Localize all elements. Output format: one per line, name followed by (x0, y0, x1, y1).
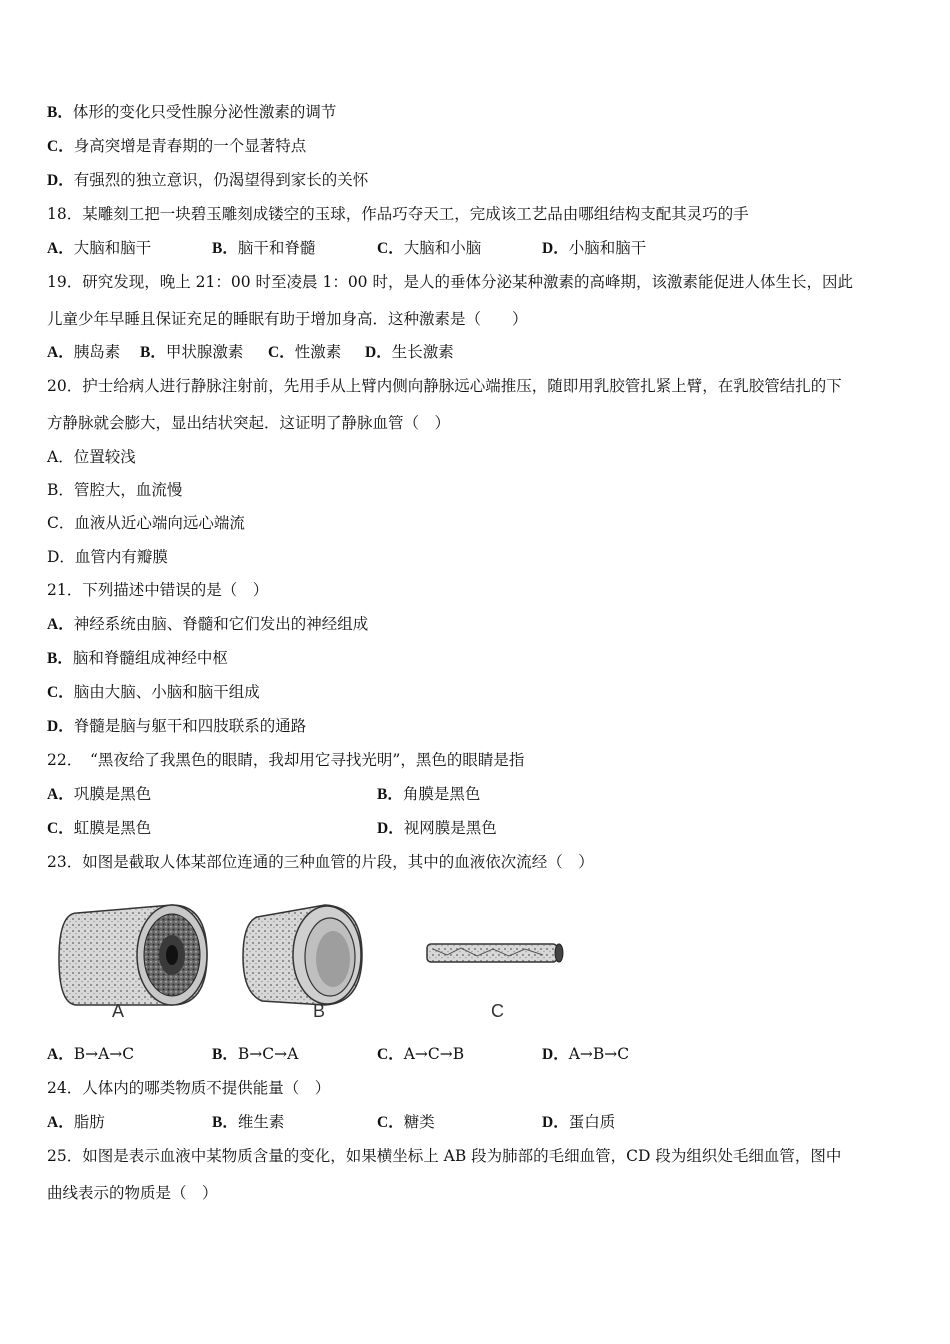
q20-stem-line1: 20．护士给病人进行静脉注射前，先用手从上臂内侧向静脉远心端推压，随即用乳胶管扎紧上臂，在乳胶管结扎的下 (47, 377, 842, 395)
q22-option-d: D．视网膜是黑色 (377, 819, 497, 837)
q24-stem: 24．人体内的哪类物质不提供能量（ ） (47, 1079, 331, 1097)
q19-options (47, 342, 907, 362)
q23-option-a: A．B→A→C (47, 1045, 135, 1063)
q19-option-a: A．胰岛素 (47, 343, 121, 361)
option-text: 有强烈的独立意识，仍渴望得到家长的关怀 (73, 171, 369, 189)
blood-vessel-drawing (47, 893, 607, 1028)
q20-option-a: A．位置较浅 (47, 448, 136, 466)
q23-stem: 23．如图是截取人体某部位连通的三种血管的片段，其中的血液依次流经（ ） (47, 853, 594, 871)
q25-stem-line1: 25．如图是表示血液中某物质含量的变化，如果横坐标上 AB 段为肺部的毛细血管，CD 段为组织处毛细血管，图中 (47, 1147, 842, 1165)
q22-options-row1 (47, 784, 907, 804)
q21-option-d: D．脊髓是脑与躯干和四肢联系的通路 (47, 717, 307, 735)
q23-option-b: B．B→C→A (212, 1045, 299, 1063)
q22-options-row2 (47, 818, 907, 838)
q25-stem-line2: 曲线表示的物质是（ ） (47, 1184, 218, 1202)
vessel-b-vein (243, 905, 362, 1005)
q23-option-d: D．A→B→C (542, 1045, 630, 1063)
q17-option-b (47, 102, 336, 123)
q20-stem-line2: 方静脉就会膨大，显出结状突起．这证明了静脉血管（ ） (47, 414, 451, 432)
q21-option-b: B．脑和脊髓组成神经中枢 (47, 649, 228, 667)
q24-option-d: D．蛋白质 (542, 1113, 616, 1131)
option-text: 身高突增是青春期的一个显著特点 (73, 137, 307, 155)
q22-stem: 22． “黑夜给了我黑色的眼睛，我却用它寻找光明”，黑色的眼睛是指 (47, 751, 525, 769)
q20-option-d: D．血管内有瓣膜 (47, 548, 168, 566)
vessel-c-capillary (427, 944, 563, 962)
q22-option-c: C．虹膜是黑色 (47, 819, 152, 837)
q24-options (47, 1112, 907, 1132)
q24-option-b: B．维生素 (212, 1113, 285, 1131)
vessel-a-artery (59, 905, 207, 1005)
q18-option-d: D．小脑和脑干 (542, 239, 647, 257)
q17-option-d (47, 170, 368, 191)
q18-option-c: C．大脑和小脑 (377, 239, 482, 257)
q19-option-c: C．性激素 (268, 343, 342, 361)
figure-label-a: A (112, 1001, 125, 1021)
q21-stem: 21．下列描述中错误的是（ ） (47, 581, 269, 599)
option-label: D． (47, 172, 74, 189)
q18-option-b: B．脑干和脊髓 (212, 239, 316, 257)
q24-option-c: C．糖类 (377, 1113, 435, 1131)
q18-options (47, 238, 907, 258)
q19-stem-line2: 儿童少年早睡且保证充足的睡眠有助于增加身高．这种激素是（ ） (47, 310, 528, 328)
q20-option-c: C．血液从近心端向远心端流 (47, 514, 245, 532)
option-label: C． (47, 138, 74, 155)
q20-option-b: B．管腔大，血流慢 (47, 481, 183, 499)
q18-stem: 18．某雕刻工把一块碧玉雕刻成镂空的玉球，作品巧夺天工，完成该工艺品由哪组结构支配其灵巧的手 (47, 205, 749, 223)
q19-option-d: D．生长激素 (365, 343, 454, 361)
option-label: B． (47, 104, 73, 121)
blood-vessel-figure (47, 893, 607, 1028)
q17-option-c (47, 136, 306, 157)
figure-label-c: C (491, 1001, 504, 1021)
q19-stem-line1: 19．研究发现，晚上 21：00 时至凌晨 1：00 时，是人的垂体分泌某种激素的高峰期，该激素能促进人体生长，因此 (47, 273, 853, 291)
q24-option-a: A．脂肪 (47, 1113, 105, 1131)
q22-option-b: B．角膜是黑色 (377, 785, 481, 803)
q21-option-c: C．脑由大脑、小脑和脑干组成 (47, 683, 260, 701)
q23-option-c: C．A→C→B (377, 1045, 465, 1063)
q18-option-a: A．大脑和脑干 (47, 239, 152, 257)
q21-option-a: A．神经系统由脑、脊髓和它们发出的神经组成 (47, 615, 369, 633)
q22-option-a: A．巩膜是黑色 (47, 785, 152, 803)
option-text: 体形的变化只受性腺分泌性激素的调节 (72, 103, 337, 121)
q19-option-b: B．甲状腺激素 (140, 343, 244, 361)
figure-label-b: B (313, 1001, 326, 1021)
q23-options (47, 1044, 907, 1064)
